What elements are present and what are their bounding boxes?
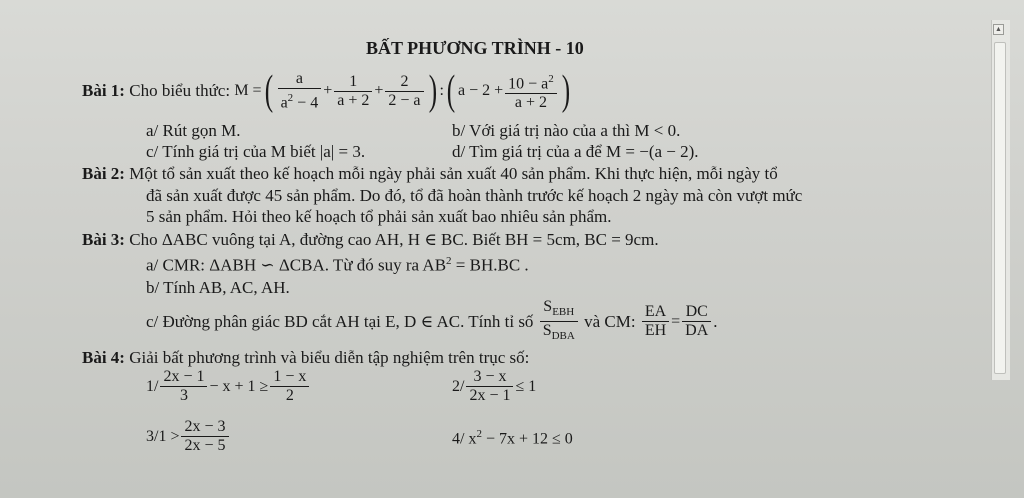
bai3-question-c: c/ Đường phân giác BD cắt AH tại E, D ∈ AC. Tính tỉ số $\frac{S_{EBH}}{S_{DBA}}$ và CM: $\frac{EA}{EH}$ = $\frac{DC}{DA}$ .	[146, 298, 718, 345]
bai3-question-a: a/ CMR: ΔABH ∽ ΔCBA. Từ đó suy ra $AB^2 = BH.BC$ .	[146, 255, 529, 275]
p1-fraction-2: $\frac{1 - x}{2}$	[270, 368, 309, 405]
area-ratio-fraction: $\frac{S_{EBH}}{S_{DBA}}$	[540, 298, 578, 345]
bai4-label: Bài 4:	[82, 348, 125, 367]
p2-fraction: $\frac{3 - x}{2x - 1}$	[466, 368, 513, 405]
colon-sign: :	[439, 82, 444, 100]
scroll-up-icon[interactable]: ▲	[993, 24, 1004, 35]
bai1-fraction-4: $\frac{10 - a^2}{a + 2}$	[505, 70, 557, 112]
p1-fraction-1: $\frac{2x - 1}{3}$	[160, 368, 207, 405]
bai1-question-c: c/ Tính giá trị của M biết |a| = 3.	[146, 142, 366, 161]
paren-close: )	[561, 68, 570, 115]
bai3-label: Bài 3:	[82, 230, 125, 249]
bai1-line	[82, 68, 573, 115]
bai1-fraction-2: $\frac{1}{a + 2}$	[334, 73, 372, 110]
paren-close: )	[428, 68, 437, 115]
bai2-label: Bài 2:	[82, 164, 125, 183]
bai1-question-d: d/ Tìm giá trị của a để M = −(a − 2).	[452, 142, 699, 161]
ratio-dc-da: $\frac{DC}{DA}$	[682, 303, 711, 340]
bai3-question-b: b/ Tính AB, AC, AH.	[146, 278, 290, 297]
bai4-problem-2: 2/ $\frac{3 - x}{2x - 1}$ ≤ 1	[452, 368, 537, 404]
bai3-line-1: Bài 3: Cho ΔABC vuông tại A, đường cao AH, H ∈ BC. Biết BH = 5cm, BC = 9cm.	[82, 230, 659, 249]
ratio-ea-eh: $\frac{EA}{EH}$	[642, 303, 669, 340]
bai2-line-3: 5 sản phẩm. Hỏi theo kế hoạch tổ phải sản xuất bao nhiêu sản phẩm.	[146, 207, 612, 226]
page-title: BẤT PHƯƠNG TRÌNH - 10	[366, 38, 584, 58]
bai1-question-b: b/ Với giá trị nào của a thì M < 0.	[452, 121, 681, 140]
bai2-line-1: Bài 2: Một tổ sản xuất theo kế hoạch mỗi ngày phải sản xuất 40 sản phẩm. Khi thực hiện, mỗi ngày tổ	[82, 164, 778, 183]
bai1-intro: Cho biểu thức:	[129, 81, 231, 101]
bai1-inner-left: a − 2 +	[457, 82, 504, 100]
p3-fraction: $\frac{2x - 3}{2x - 5}$	[181, 418, 228, 455]
bai1-question-a: a/ Rút gọn M.	[146, 121, 241, 140]
paren-open: (	[264, 68, 273, 115]
bai4-line-1: Bài 4: Giải bất phương trình và biểu diễn tập nghiệm trên trục số:	[82, 348, 530, 367]
bai1-label: Bài 1:	[82, 81, 125, 101]
bai4-problem-1: 1/ $\frac{2x - 1}{3}$ − x + 1 ≥ $\frac{1 - x}{2}$	[146, 368, 311, 405]
vertical-scrollbar-thumb[interactable]	[994, 42, 1006, 374]
bai1-fraction-3: $\frac{2}{2 - a}$	[385, 73, 423, 110]
bai1-expr-start: M =	[234, 82, 262, 100]
paren-open: (	[446, 68, 456, 115]
bai4-problem-3: 3/ 1 > $\frac{2x - 3}{2x - 5}$	[146, 418, 231, 455]
bai2-line-2: đã sản xuất được 45 sản phẩm. Do đó, tổ đã hoàn thành trước kế hoạch 2 ngày mà còn vượt mức	[146, 186, 803, 205]
plus-sign: +	[374, 82, 384, 100]
plus-sign: +	[323, 82, 333, 100]
bai4-problem-4: 4/ $x^2 - 7x + 12 \le 0$	[452, 428, 573, 448]
bai1-fraction-1: $\frac{a}{a^2 - 4}$	[278, 70, 322, 112]
